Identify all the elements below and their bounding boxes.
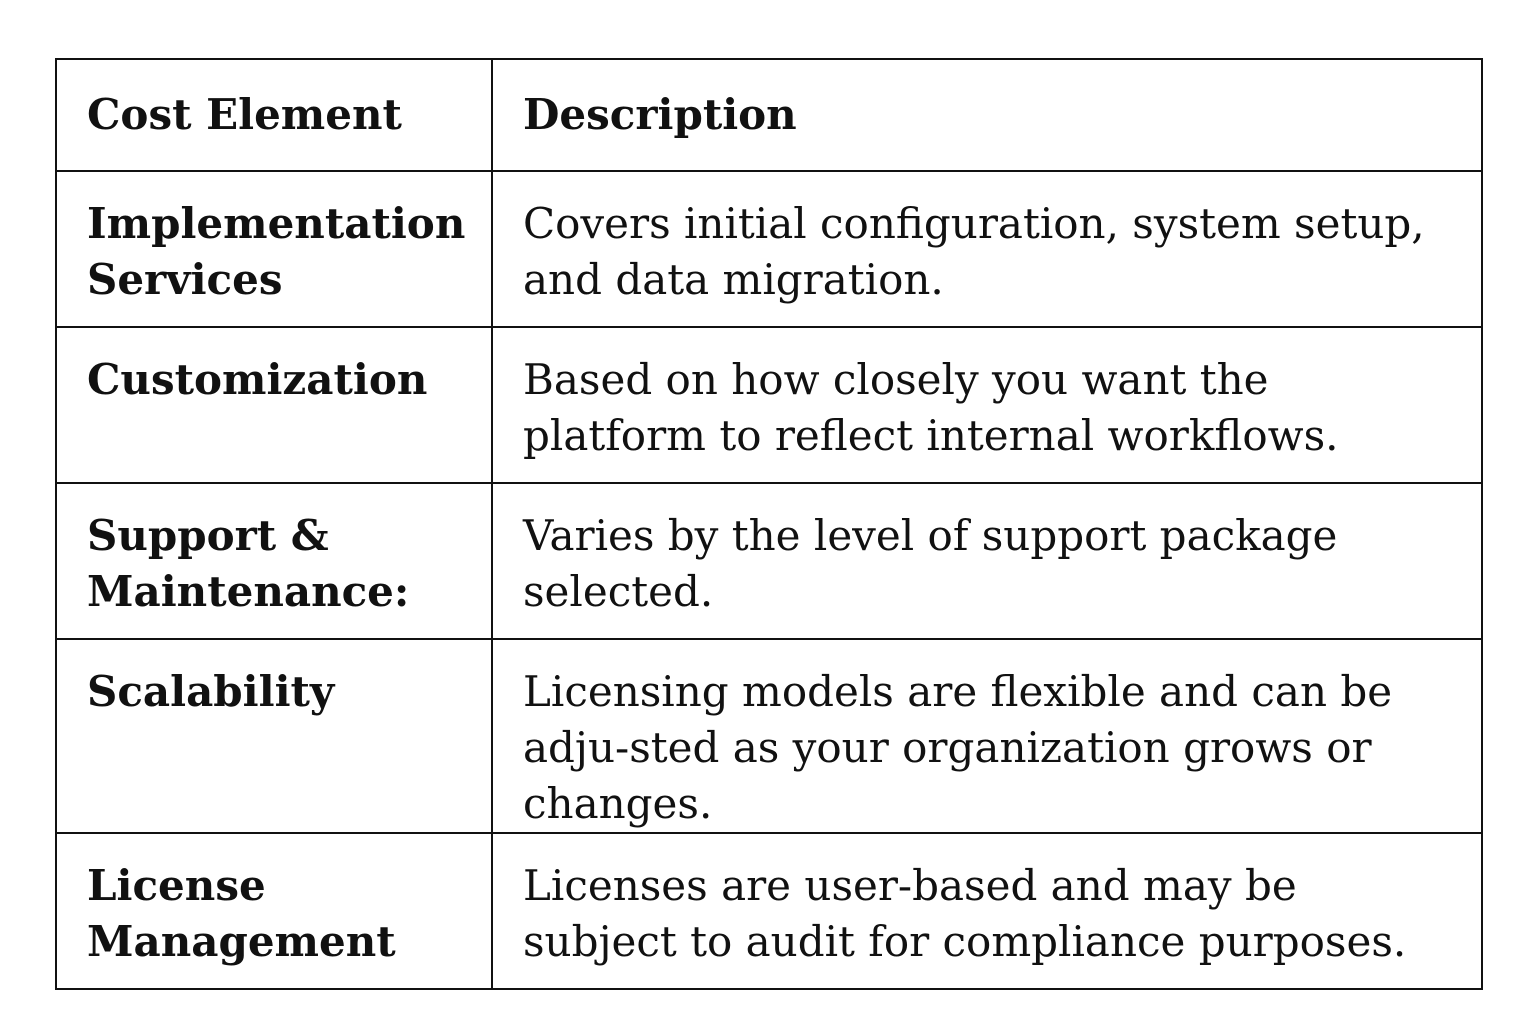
- cost-table: [55, 58, 1483, 990]
- cost-element-cell: Scalability: [56, 639, 492, 833]
- description-cell: Varies by the level of support package selected.: [492, 483, 1482, 639]
- cost-element-cell: Implementation Services: [56, 171, 492, 327]
- cost-element-cell: Customization: [56, 327, 492, 483]
- header-cost-element: Cost Element: [56, 59, 492, 171]
- table-body: [56, 171, 1482, 989]
- table-row: [56, 171, 1482, 327]
- header-description: Description: [492, 59, 1482, 171]
- table-row: [56, 639, 1482, 833]
- description-cell: Licensing models are flexible and can be adju-sted as your organization grows or changes.: [492, 639, 1482, 833]
- table-row: [56, 327, 1482, 483]
- table-row: [56, 833, 1482, 989]
- cost-element-cell: License Management: [56, 833, 492, 989]
- header-row: [56, 59, 1482, 171]
- cost-element-cell: Support & Maintenance:: [56, 483, 492, 639]
- table-row: [56, 483, 1482, 639]
- description-cell: Licenses are user-based and may be subject to audit for compliance purposes.: [492, 833, 1482, 989]
- table-header: [56, 59, 1482, 171]
- description-cell: Covers initial configuration, system setup, and data migration.: [492, 171, 1482, 327]
- description-cell: Based on how closely you want the platform to reflect internal workflows.: [492, 327, 1482, 483]
